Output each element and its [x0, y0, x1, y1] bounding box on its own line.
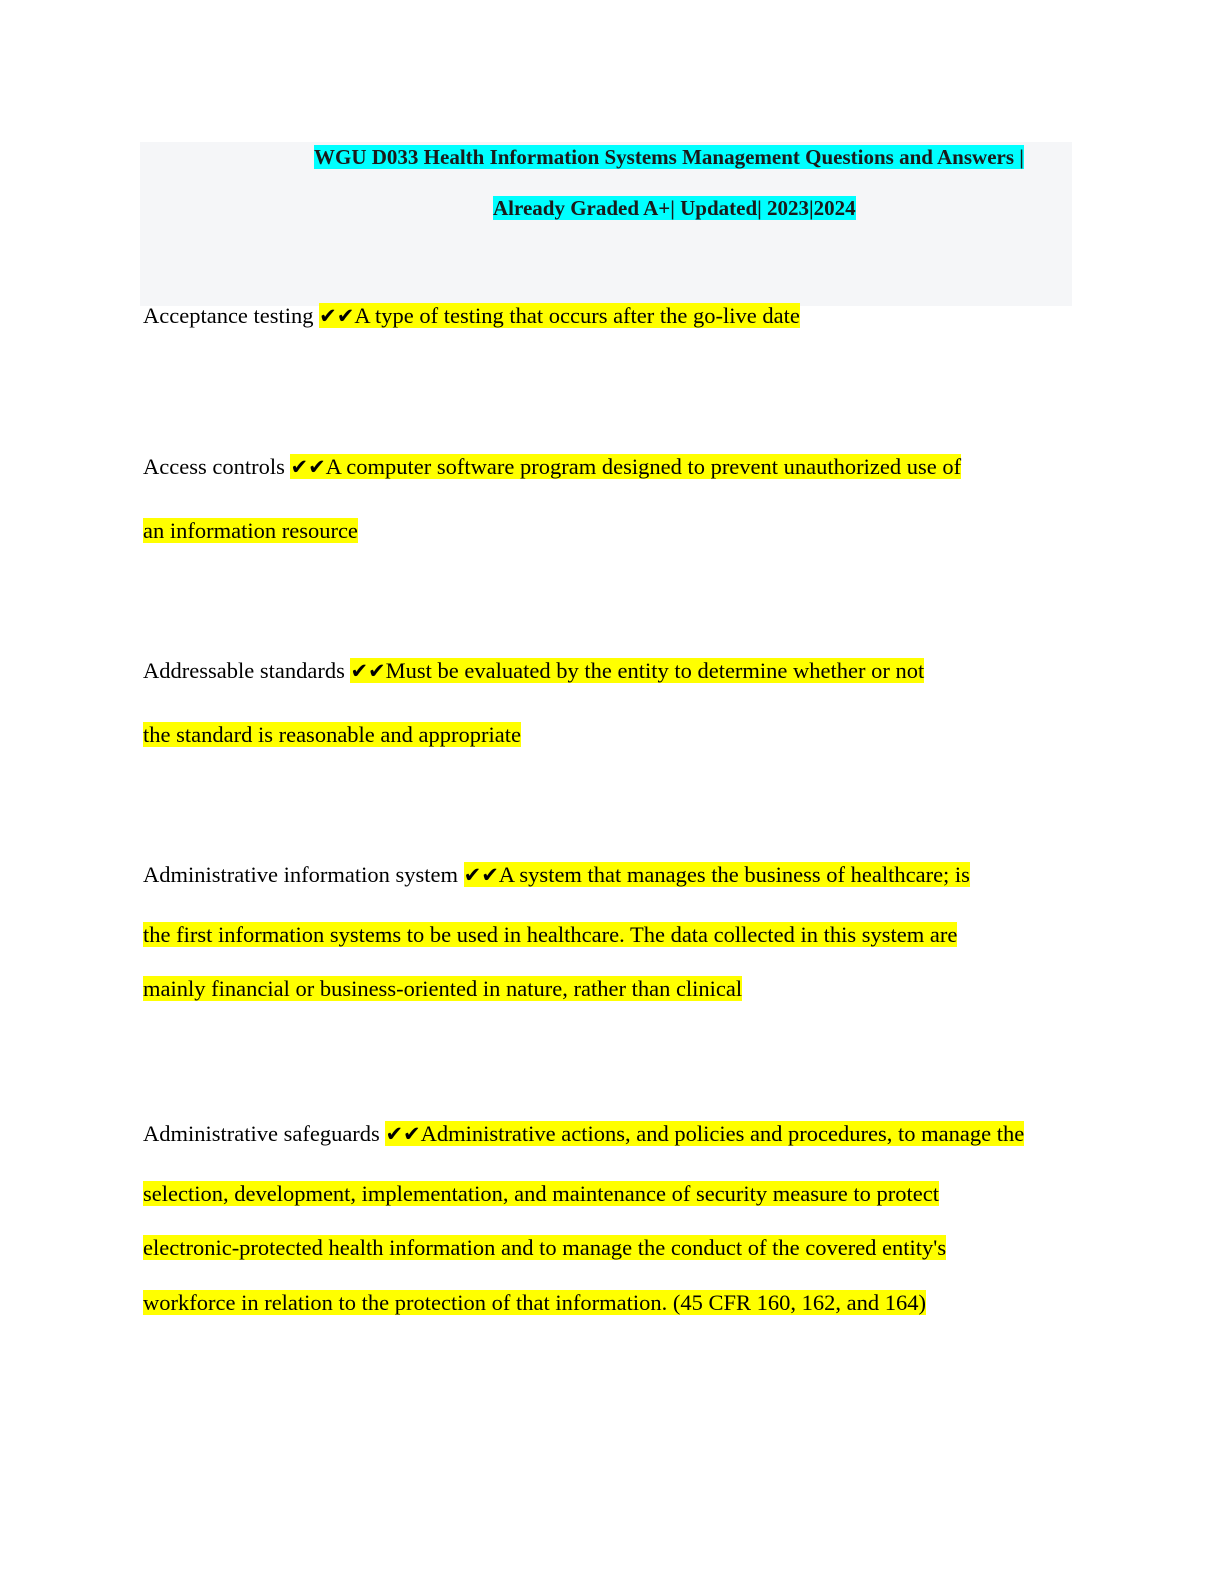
check-mark-icon: ✔✔ [290, 455, 326, 479]
document-title-line-2: Already Graded A+| Updated| 2023|2024 [493, 196, 856, 220]
entry-access-controls [143, 452, 961, 482]
entry-answer-continuation: the first information systems to be used in healthcare. The data collected in this system are [143, 922, 958, 947]
check-mark-icon: ✔✔ [385, 1122, 421, 1146]
entry-term: Access controls [143, 454, 285, 479]
entry-answer-line: ✔✔A type of testing that occurs after the go-live date [319, 303, 800, 328]
entry-term: Administrative information system [143, 862, 458, 887]
entry-answer-line: ✔✔Must be evaluated by the entity to determine whether or not [350, 658, 925, 683]
entry-term: Addressable standards [143, 658, 345, 683]
entry-answer-line: ✔✔Administrative actions, and policies and procedures, to manage the [385, 1121, 1025, 1146]
entry-answer-continuation: an information resource [143, 518, 358, 543]
entry-acceptance-testing [143, 301, 800, 331]
entry-addressable-standards [143, 656, 924, 686]
check-mark-icon: ✔✔ [350, 659, 386, 683]
entry-answer-line: ✔✔A computer software program designed to prevent unauthorized use of [290, 454, 962, 479]
entry-term: Administrative safeguards [143, 1121, 380, 1146]
check-mark-icon: ✔✔ [463, 863, 499, 887]
entry-answer-line: ✔✔A system that manages the business of healthcare; is [463, 862, 970, 887]
entry-administrative-safeguards [143, 1119, 1024, 1149]
entry-answer-continuation: workforce in relation to the protection of that information. (45 CFR 160, 162, and 164) [143, 1290, 926, 1315]
entry-answer-continuation: mainly financial or business-oriented in nature, rather than clinical [143, 976, 743, 1001]
entry-administrative-information-system [143, 860, 970, 890]
entry-answer-continuation: selection, development, implementation, and maintenance of security measure to protect [143, 1181, 939, 1206]
entry-term: Acceptance testing [143, 303, 314, 328]
entry-answer-continuation: electronic-protected health information and to manage the conduct of the covered entity's [143, 1235, 947, 1260]
entry-answer-continuation: the standard is reasonable and appropriate [143, 722, 521, 747]
check-mark-icon: ✔✔ [319, 304, 355, 328]
document-title-line-1: WGU D033 Health Information Systems Management Questions and Answers | [314, 145, 1024, 169]
